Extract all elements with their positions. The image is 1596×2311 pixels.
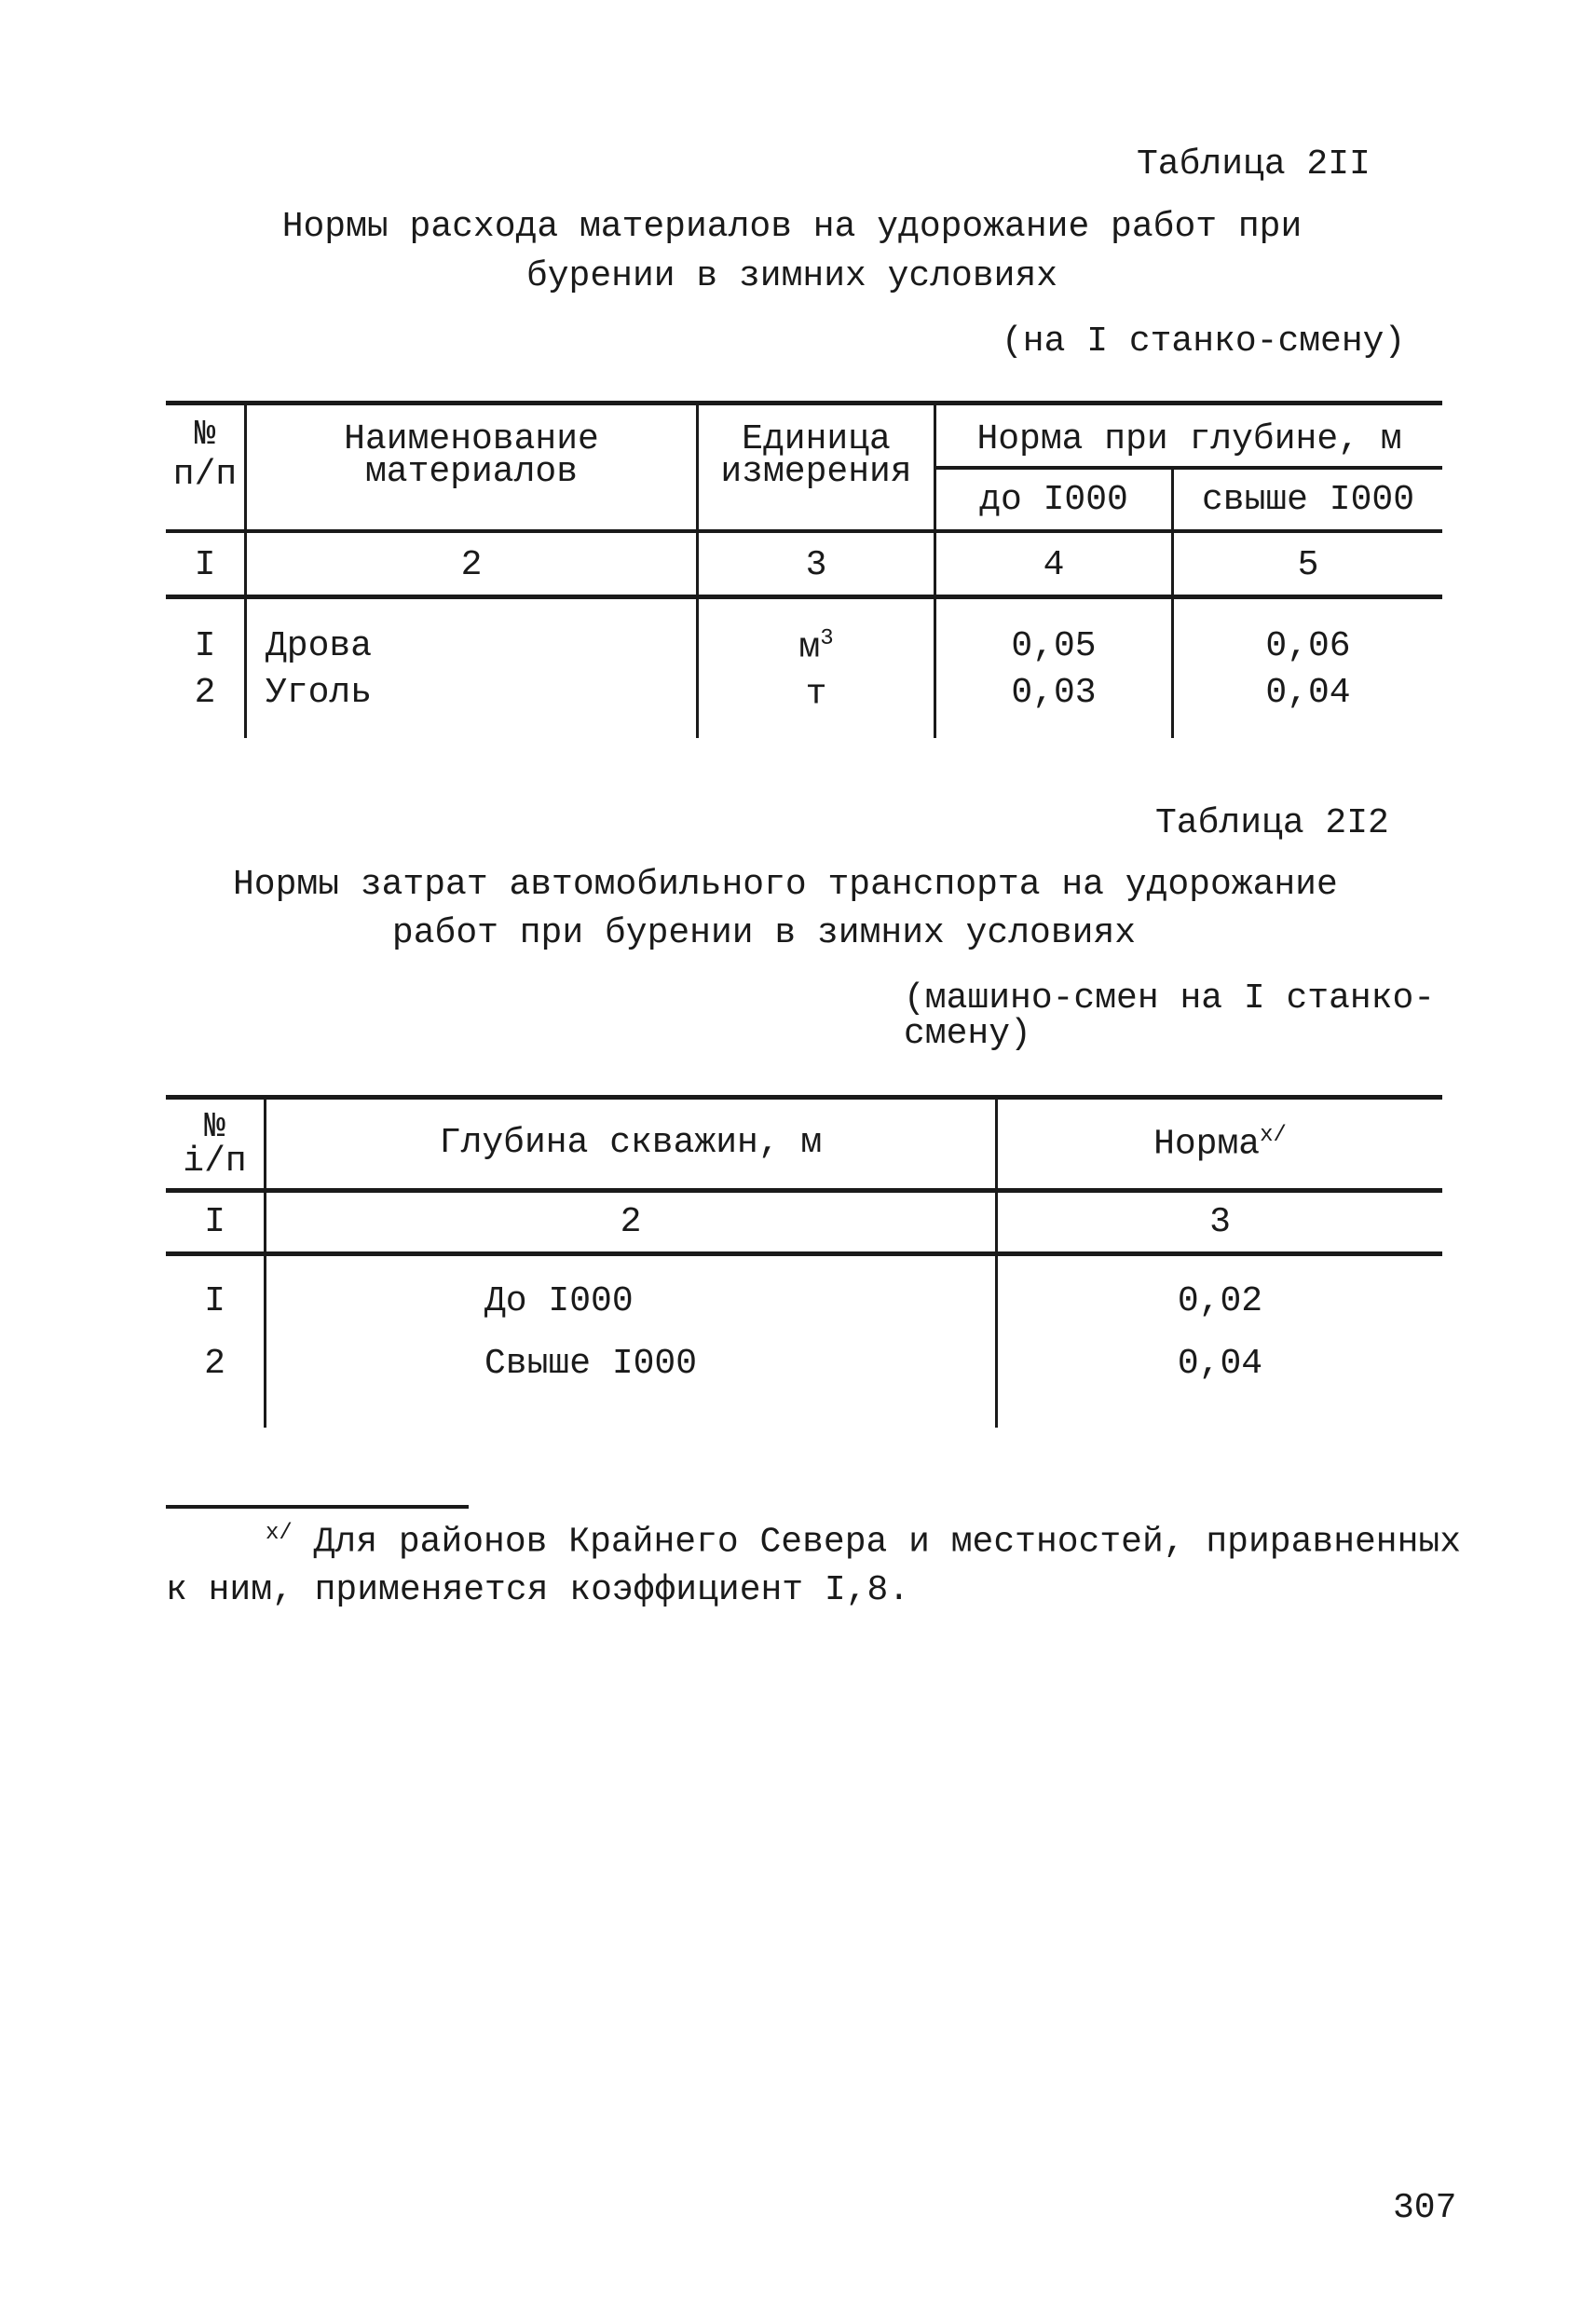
- table-211-label: Таблица 2II: [1137, 144, 1371, 185]
- unit: [699, 673, 934, 715]
- table-212-header-norm: [998, 1123, 1442, 1165]
- material-name: Дрова: [266, 626, 373, 666]
- footnote-mark: x/: [1260, 1123, 1287, 1148]
- unit: [699, 626, 934, 668]
- row-number: I: [204, 1281, 225, 1321]
- table-212-title-line2: работ при бурении в зимних условиях: [391, 913, 1137, 953]
- table-211-header-rule: [166, 529, 1442, 533]
- table-211-colnum-4: 4: [1043, 545, 1065, 585]
- table-212-header-num-top: №: [204, 1107, 225, 1147]
- unit-text: т: [805, 674, 827, 715]
- table-211-unit-note: (на I станко-смену): [1002, 321, 1406, 362]
- row-number: 2: [204, 1344, 225, 1384]
- table-211-header-name-line2: материалов: [364, 452, 579, 492]
- table-211-header-unit-line1: Единица: [742, 419, 891, 459]
- norm-value: 0,04: [1177, 1344, 1263, 1384]
- footnote-text-1: Для районов Крайнего Севера и местностей, приравненных: [313, 1522, 1462, 1563]
- table-211-header-num-top: №: [194, 415, 216, 455]
- norm-value-2: 0,04: [1265, 673, 1351, 713]
- material-name: Уголь: [266, 673, 373, 713]
- table-212-title-line1: Нормы затрат автомобильного транспорта на удорожание: [233, 865, 1338, 905]
- table-211-colnum-2: 2: [460, 545, 483, 585]
- table-212-unit-note-line2: смену): [904, 1014, 1031, 1054]
- table-211-colnum-3: 3: [805, 545, 827, 585]
- footnote-line2: к ним, применяется коэффициент I,8.: [166, 1570, 910, 1610]
- table-211-header-sub1: до I000: [979, 480, 1128, 520]
- table-211-header-unit-line2: измерения: [720, 452, 912, 492]
- footnote-line1: [266, 1521, 1461, 1563]
- norm-value-2: 0,06: [1265, 626, 1351, 666]
- table-212-header-depth: Глубина скважин, м: [439, 1123, 823, 1163]
- table-212-colnum-2: 2: [620, 1202, 642, 1242]
- table-212-top-rule: [166, 1095, 1442, 1100]
- table-212-header-num-bottom: i/п: [183, 1142, 247, 1182]
- row-number: 2: [194, 673, 216, 713]
- norm-value-1: 0,03: [1011, 673, 1097, 713]
- table-211-top-rule: [166, 401, 1442, 405]
- page-number: 307: [1393, 2188, 1457, 2228]
- depth-value: До I000: [484, 1281, 634, 1321]
- table-211-header-sub2: свыше I000: [1201, 480, 1415, 520]
- table-211-header-norm: Норма при глубине, м: [976, 419, 1402, 459]
- depth-value: Свыше I000: [484, 1344, 698, 1384]
- table-211-colnum-rule: [166, 595, 1442, 599]
- table-212-colnum-1: I: [204, 1202, 225, 1242]
- table-211-colnum-1: I: [194, 545, 216, 585]
- table-212-label: Таблица 2I2: [1155, 803, 1389, 843]
- table-211-norm-subrule: [936, 466, 1442, 470]
- table-211-title-line1: Нормы расхода материалов на удорожание работ при: [281, 207, 1303, 247]
- norm-value-1: 0,05: [1011, 626, 1097, 666]
- table-212-colnum-3: 3: [1209, 1202, 1231, 1242]
- table-212-unit-note-line1: (машино-смен на I станко-: [904, 978, 1436, 1019]
- footnote-rule: [166, 1505, 469, 1509]
- table-212-header-rule: [166, 1188, 1442, 1193]
- table-212-colnum-rule: [166, 1251, 1442, 1256]
- norm-value: 0,02: [1177, 1281, 1263, 1321]
- footnote-mark: x/: [266, 1521, 293, 1546]
- table-211-title-line2: бурении в зимних условиях: [525, 256, 1058, 296]
- row-number: I: [194, 626, 216, 666]
- table-211-header-num-bottom: п/п: [172, 455, 238, 495]
- unit-superscript: 3: [820, 626, 834, 651]
- unit-text: м: [798, 627, 821, 668]
- norm-header-text: Норма: [1153, 1124, 1261, 1165]
- table-211-colnum-5: 5: [1297, 545, 1319, 585]
- table-211-header-name-line1: Наименование: [344, 419, 599, 459]
